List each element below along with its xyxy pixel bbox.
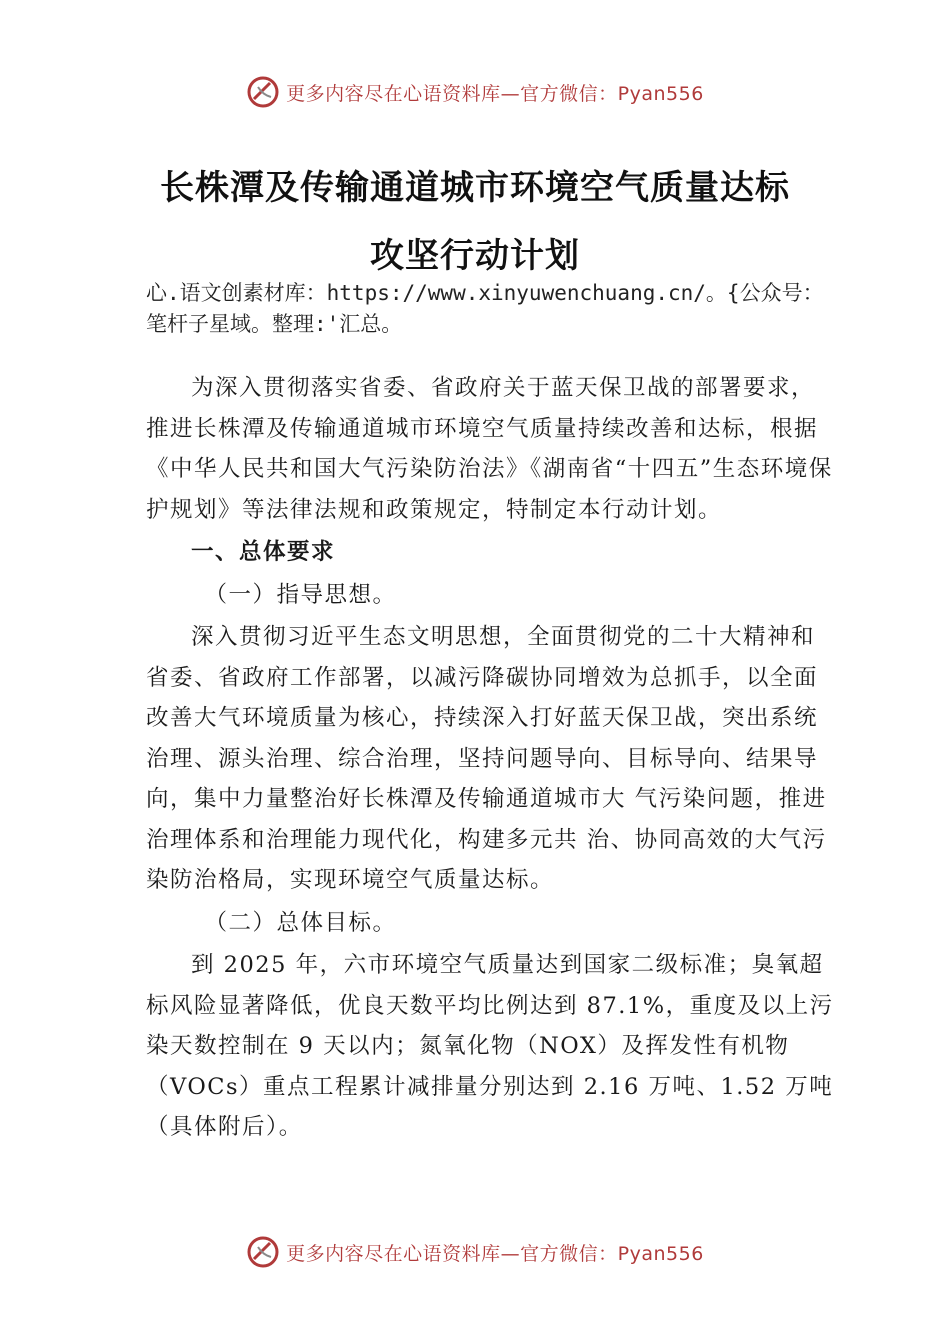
guiding-ideology-paragraph: 深入贯彻习近平生态文明思想，全面贯彻党的二十大精神和省委、省政府工作部署，以减污降碳协同增效为总抓手，以全面改善大气环境质量为核心，持续深入打好蓝天保卫战，突出系统治理、源头治理、综合治理，坚持问题导向、目标导向、结果导向，集中力量整治好长株潭及传输通道城市大 气污染问题，推进治理体系和治理能力现代化，构建多元共 治、协同高效的大气污染防治格局，实现环境空气质量达标。: [146, 624, 827, 893]
document-title-line1: 长株潭及传输通道城市环境空气质量达标: [160, 168, 790, 208]
banner-text: 更多内容尽在心语资料库—官方微信：Pyan556: [286, 82, 704, 105]
document-body: [146, 368, 836, 1148]
shield-logo-icon: [246, 1235, 280, 1269]
banner-text: 更多内容尽在心语资料库—官方微信：Pyan556: [286, 1242, 704, 1265]
intro-paragraph: 为深入贯彻落实省委、省政府关于蓝天保卫战的部署要求，推进长株潭及传输通道城市环境空气质量持续改善和达标，根据《中华人民共和国大气污染防治法》《湖南省“十四五”生态环境保护规划》等法律法规和政策规定，特制定本行动计划。: [146, 375, 833, 523]
document-title-line2: 攻坚行动计划: [370, 236, 580, 276]
subsection-heading: （二）总体目标。: [204, 909, 397, 936]
header-banner: [0, 72, 950, 112]
section-heading: 一、总体要求: [191, 539, 336, 565]
footer-banner: [0, 1232, 950, 1272]
source-note: 心.语文创素材库：https://www.xinyuwenchuang.cn/。{公众号：笔杆子星域。整理:'汇总。: [146, 281, 824, 336]
subsection-heading: （一）指导思想。: [204, 581, 397, 608]
overall-goals-paragraph: 到 2025 年，六市环境空气质量达到国家二级标准；臭氧超标风险显著降低，优良天数平均比例达到 87.1%，重度及以上污染天数控制在 9 天以内；氮氧化物（NOX）及挥发性有机物（VOCs）重点工程累计减排量分别达到 2.16 万吨、1.52 万吨（具体附后）。: [146, 952, 834, 1140]
shield-logo-icon: [246, 75, 280, 109]
